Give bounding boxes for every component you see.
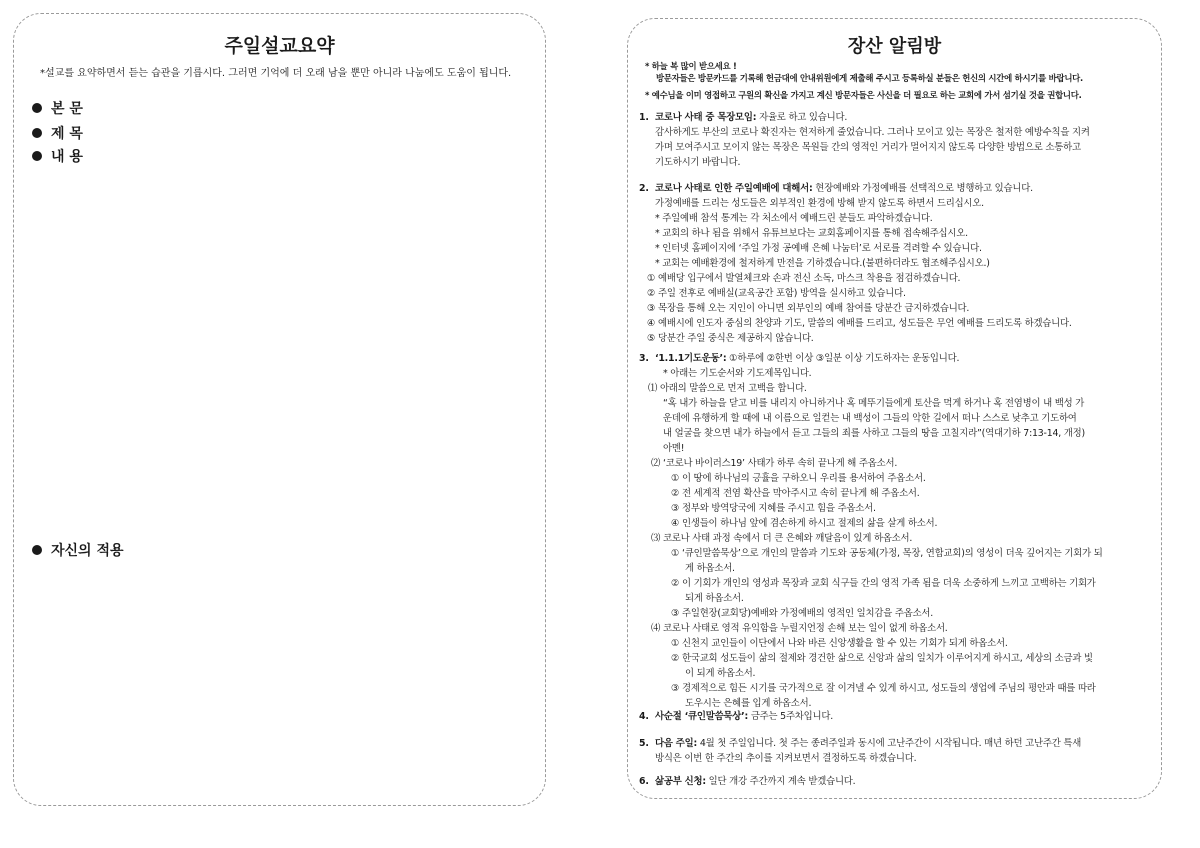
announcement-line: 기도하시기 바랍니다. — [655, 157, 741, 168]
announcement-number: 3. — [639, 353, 649, 364]
announcement-1 — [639, 110, 1153, 170]
notice-line: * 예수님을 이미 영접하고 구원의 확신을 가지고 계신 방문자들은 사신을 더 필요로 하는 교회에 가서 섬기실 것을 권합니다. — [645, 90, 1082, 100]
bullet-dot-icon — [32, 103, 42, 113]
announcement-2 — [639, 181, 1153, 346]
announcement-line: ⑤ 당분간 주일 중식은 제공하지 않습니다. — [647, 333, 814, 344]
announcement-line: 운데에 유행하게 할 때에 내 이름으로 일컫는 내 백성이 그들의 악한 길에서 떠나 스스로 낮추고 기도하여 — [663, 413, 1077, 424]
bullet-sermon-title — [32, 123, 83, 143]
bullet-label: 자신의 적용 — [51, 543, 124, 559]
announcement-5 — [639, 736, 1153, 766]
bullet-content — [32, 146, 83, 166]
notice-line: * 하늘 복 많이 받으세요 ! — [645, 61, 737, 71]
announcement-line: 이 되게 하옵소서. — [685, 668, 756, 679]
announcement-line: “혹 내가 하늘을 닫고 비를 내리지 아니하거나 혹 메뚜기들에게 토산을 먹게 하거나 혹 전염병이 내 백성 가 — [663, 398, 1085, 409]
announcement-line: ⑴ 아래의 말씀으로 먼저 고백을 합니다. — [648, 383, 807, 394]
bullet-dot-icon — [32, 151, 42, 161]
announcement-lead: 일단 개강 주간까지 계속 받겠습니다. — [705, 776, 856, 787]
announcement-line: ③ 정부와 방역당국에 지혜를 주시고 힘을 주옵소서. — [671, 503, 876, 514]
announcement-line: ② 전 세계적 전염 확산을 막아주시고 속히 끝나게 해 주옵소서. — [671, 488, 920, 499]
announcement-line: ② 이 기회가 개인의 영성과 목장과 교회 식구들 간의 영적 가족 됨을 더욱 소중하게 느끼고 고백하는 기회가 — [671, 578, 1096, 589]
announcement-heading: 코로나 사태로 인한 주일예배에 대해서: — [655, 183, 813, 194]
visitor-notice — [645, 60, 1150, 101]
announcement-line: * 인터넷 홈페이지에 ‘주일 가정 공예배 은혜 나눔터’로 서로를 격려할 수 있습니다. — [655, 243, 982, 254]
announcement-number: 2. — [639, 183, 649, 194]
announcement-line: 방식은 이번 한 주간의 추이를 지켜보면서 결정하도록 하겠습니다. — [655, 753, 917, 764]
bullet-label: 제 목 — [51, 126, 83, 142]
announcement-3 — [639, 351, 1153, 711]
bullet-label: 본 문 — [51, 101, 83, 117]
announcement-heading: 다음 주일: — [655, 738, 698, 749]
announcement-line: 되게 하옵소서. — [685, 593, 744, 604]
announcement-line: ① 이 땅에 하나님의 긍휼을 구하오니 우리를 용서하여 주옵소서. — [671, 473, 926, 484]
announcement-line: ② 한국교회 성도들이 삶의 절제와 경건한 삶으로 신앙과 삶의 일치가 이루어지게 하시고, 세상의 소금과 빛 — [671, 653, 1093, 664]
announcement-line: ③ 주일현장(교회당)예배와 가정예배의 영적인 일치감을 주옵소서. — [671, 608, 934, 619]
announcement-line: * 교회는 예배환경에 철저하게 만전을 기하겠습니다.(불편하더라도 협조해주십시오.) — [655, 258, 990, 269]
announcement-number: 4. — [639, 711, 649, 722]
announcement-line: ⑷ 코로나 사태로 영적 유익함을 누릴지언정 손해 보는 일이 없게 하옵소서. — [651, 623, 948, 634]
sermon-summary-panel — [13, 13, 546, 806]
announcement-line: ④ 예배시에 인도자 중심의 찬양과 기도, 말씀의 예배를 드리고, 성도들은 무언 예배를 드리도록 하겠습니다. — [647, 318, 1072, 329]
announcement-line: ① ‘큐인말씀묵상’으로 개인의 말씀과 기도와 공동체(가정, 목장, 연합교회)의 영성이 더욱 깊어지는 기회가 되 — [671, 548, 1103, 559]
bullet-text-passage — [32, 98, 83, 118]
announcement-lead: 자율로 하고 있습니다. — [756, 112, 848, 123]
announcement-line: 가며 모여주시고 모이지 않는 목장은 목원들 간의 영적인 거리가 멀어지지 않도록 다양한 방법으로 소통하고 — [655, 142, 1081, 153]
announcement-line: ③ 목장을 통해 오는 지인이 아니면 외부인의 예배 참여를 당분간 금지하겠습니다. — [647, 303, 970, 314]
announcement-line: ② 주일 전후로 예배실(교육공간 포함) 방역을 실시하고 있습니다. — [647, 288, 906, 299]
announcement-line: 도우시는 은혜를 입게 하옵소서. — [685, 698, 812, 709]
bullet-dot-icon — [32, 545, 42, 555]
announcement-heading: 사순절 ‘큐인말씀묵상’: — [655, 711, 749, 722]
announcement-line: 게 하옵소서. — [685, 563, 735, 574]
announcements-title: 장산 알림방 — [847, 36, 942, 57]
announcement-line: * 교회의 하나 됨을 위해서 유튜브보다는 교회홈페이지를 통해 접속해주십시오. — [655, 228, 968, 239]
announcement-4 — [639, 709, 1153, 724]
announcement-line: * 주일예배 참석 통계는 각 처소에서 예배드린 분들도 파악하겠습니다. — [655, 213, 933, 224]
announcement-lead: 현장예배와 가정예배를 선택적으로 병행하고 있습니다. — [812, 183, 1033, 194]
announcement-heading: 삶공부 신청: — [655, 776, 706, 787]
announcement-lead: ①하루에 ②한번 이상 ③일분 이상 기도하자는 운동입니다. — [726, 353, 960, 364]
bullet-dot-icon — [32, 128, 42, 138]
announcement-heading: ‘1.1.1기도운동’: — [655, 353, 727, 364]
announcements-panel — [627, 18, 1162, 799]
announcement-number: 5. — [639, 738, 649, 749]
announcement-line: 아멘! — [663, 443, 685, 454]
announcement-6 — [639, 774, 1153, 789]
announcement-line: * 아래는 기도순서와 기도제목입니다. — [663, 368, 812, 379]
announcement-number: 6. — [639, 776, 649, 787]
announcement-line: ⑶ 코로나 사태 과정 속에서 더 큰 은혜와 깨달음이 있게 하옵소서. — [651, 533, 913, 544]
announcement-lead: 금주는 5주차입니다. — [748, 711, 834, 722]
notice-line: 방문자들은 방문카드를 기록해 헌금대에 안내위원에게 제출해 주시고 등록하실 분들은 헌신의 시간에 하시기를 바랍니다. — [656, 73, 1083, 83]
announcement-line: ① 신천지 교인들이 이단에서 나와 바른 신앙생활을 할 수 있는 기회가 되게 하옵소서. — [671, 638, 1008, 649]
announcement-line: ⑵ ‘코로나 바이러스19’ 사태가 하루 속히 끝나게 해 주옵소서. — [651, 458, 898, 469]
announcement-line: ① 예배당 입구에서 발열체크와 손과 전신 소독, 마스크 착용을 점검하겠습니다. — [647, 273, 961, 284]
announcement-heading: 코로나 사태 중 목장모임: — [655, 112, 757, 123]
sermon-summary-note: *설교를 요약하면서 듣는 습관을 기릅시다. 그러면 기억에 더 오래 남을 뿐만 아니라 나눔에도 도움이 됩니다. — [40, 68, 512, 79]
bullet-label: 내 용 — [51, 149, 83, 165]
announcement-number: 1. — [639, 112, 649, 123]
sermon-summary-title: 주일설교요약 — [224, 35, 335, 57]
announcement-line: 가정예배를 드리는 성도들은 외부적인 환경에 방해 받지 않도록 하면서 드리십시오. — [655, 198, 984, 209]
announcement-lead: 4월 첫 주일입니다. 첫 주는 종려주일과 동시에 고난주간이 시작됩니다. 매년 하던 고난주간 특새 — [697, 738, 1082, 749]
announcement-line: 내 얼굴을 찾으면 내가 하늘에서 듣고 그들의 죄를 사하고 그들의 땅을 고칠지라”(역대기하 7:13-14, 개정) — [663, 428, 1085, 439]
announcement-line: ④ 인생들이 하나님 앞에 겸손하게 하시고 절제의 삶을 살게 하소서. — [671, 518, 938, 529]
announcement-line: ③ 경제적으로 힘든 시기를 국가적으로 잘 이겨낼 수 있게 하시고, 성도들의 생업에 주님의 평안과 때를 따라 — [671, 683, 1096, 694]
bullet-application — [32, 540, 124, 560]
announcement-line: 감사하게도 부산의 코로나 확진자는 현저하게 줄었습니다. 그러나 모이고 있는 목장은 철저한 예방수칙을 지켜 — [655, 127, 1090, 138]
